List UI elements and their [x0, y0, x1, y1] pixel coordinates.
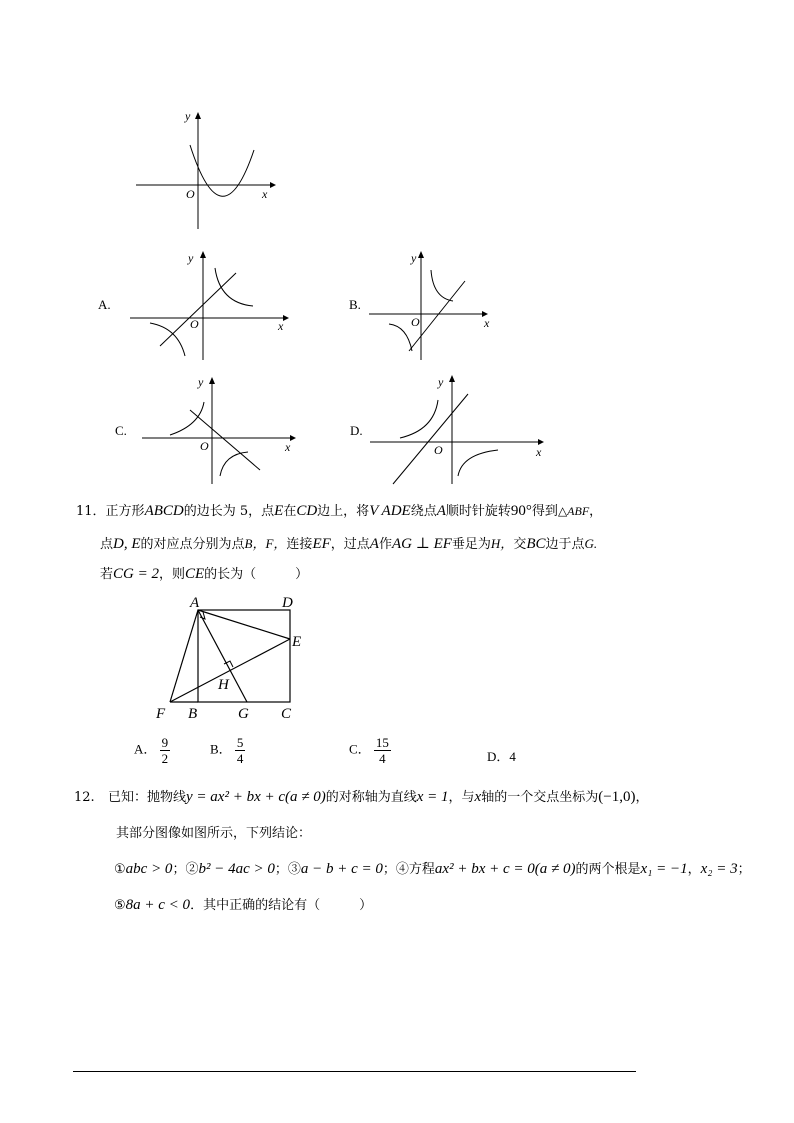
q12-math: x₂ = 3: [700, 861, 738, 877]
q12-math: abc > 0: [125, 861, 173, 877]
q12-text: ．其中正确的结论有（ ）: [190, 898, 373, 913]
q12-math: ax² + bx + c = 0(a ≠ 0): [434, 861, 576, 877]
q11-text: 绕点: [410, 504, 437, 519]
q11-text: ，过点: [330, 537, 370, 552]
q12-math: x = 1: [416, 789, 449, 805]
q12-math: (−1,0): [598, 789, 636, 805]
q12-line-1: [74, 786, 648, 806]
y-axis-label: y: [411, 251, 417, 265]
choice-label: A．: [134, 741, 157, 757]
origin-label: O: [200, 439, 209, 453]
q11-text: 若: [100, 567, 114, 582]
x-axis-label: x: [278, 319, 284, 333]
denominator: 4: [236, 751, 244, 766]
q11-text: 在: [283, 504, 297, 519]
q12-number: 12.: [74, 790, 95, 805]
label-g: G: [238, 706, 249, 722]
q11-text: 交: [513, 537, 527, 552]
x-axis-label: x: [285, 440, 291, 454]
q11-math: B，F，: [244, 536, 287, 551]
q12-text: ，: [687, 862, 701, 877]
option-c-graph: [140, 372, 300, 490]
fraction: [160, 735, 171, 766]
hyperbola-branch: [400, 400, 438, 438]
option-d-label[interactable]: D.: [350, 423, 363, 438]
y-axis-arrow: [195, 112, 201, 119]
origin-label: O: [186, 187, 195, 201]
q11-number: 11: [76, 504, 93, 519]
q12-line-2: [116, 822, 311, 841]
q11-math: V ADE: [369, 503, 411, 519]
q12-math: a − b + c = 0: [300, 861, 383, 877]
q11-text: 边于点: [545, 537, 585, 552]
numerator: 9: [161, 735, 169, 750]
choice-label: B．: [210, 741, 232, 757]
y-axis-label: y: [188, 251, 194, 265]
y-axis-label: y: [198, 375, 204, 389]
origin-label: O: [411, 315, 420, 329]
choice-label: C．: [349, 741, 371, 757]
q11-text: 作: [378, 537, 392, 552]
q11-math: ABCD: [144, 503, 184, 519]
q11-line-3: [100, 563, 308, 583]
denominator: 2: [161, 751, 169, 766]
q12-text: 已知：抛物线: [108, 790, 187, 805]
numerator: 5: [236, 735, 244, 750]
choice-c[interactable]: [349, 735, 391, 766]
q11-math: EF: [312, 536, 331, 552]
q11-math: A: [436, 503, 446, 519]
footer-rule: [73, 1071, 636, 1072]
numerator: 15: [375, 735, 389, 750]
q12-text: ①: [114, 862, 126, 877]
q12-line-4: [114, 894, 372, 914]
origin-label: O: [434, 443, 443, 457]
parabola-curve: [190, 145, 254, 196]
q11-math: G.: [584, 536, 598, 551]
label-h: H: [218, 677, 229, 693]
q11-math: AG ⊥ EF: [391, 536, 452, 552]
q12-text: 的两个根是: [575, 862, 641, 877]
y-axis-label: y: [438, 375, 444, 389]
option-b-graph: [367, 248, 497, 363]
line-graph: [393, 394, 468, 484]
hyperbola-branch: [170, 402, 204, 435]
q12-text: ；: [737, 862, 751, 877]
q11-math: D, E: [113, 536, 141, 552]
y-axis-arrow: [200, 251, 206, 258]
q11-text: 得到: [531, 504, 558, 519]
choice-value: 4: [509, 749, 516, 764]
label-f: F: [156, 706, 166, 722]
label-d: D: [282, 595, 293, 611]
q11-math: △ABF: [557, 504, 590, 518]
q12-text: ；③: [274, 862, 301, 877]
q11-text: ，: [589, 504, 603, 519]
y-axis-arrow: [209, 377, 215, 384]
label-b: B: [188, 706, 198, 722]
option-a-graph: [128, 248, 293, 363]
q11-text: 顺时针旋转: [445, 504, 511, 519]
choice-label: D．: [487, 749, 510, 764]
q11-text: ，则: [158, 567, 185, 582]
q11-math: CD: [296, 503, 318, 519]
q11-line-1: [76, 500, 602, 520]
label-a: A: [190, 595, 200, 611]
line-graph: [160, 273, 236, 346]
q12-text: 轴的一个交点坐标为: [481, 790, 599, 805]
q11-math: E: [274, 503, 284, 519]
q12-math: 8a + c < 0: [125, 897, 191, 913]
square-abcd: [198, 610, 290, 702]
q11-math: CG = 2: [113, 566, 159, 582]
q11-math: H，: [490, 536, 514, 551]
square-figure: [150, 592, 320, 724]
q11-text: 的长为（ ）: [204, 567, 309, 582]
q12-text: ；②: [172, 862, 199, 877]
q12-text: 的对称轴为直线: [325, 790, 417, 805]
hyperbola-branch: [150, 323, 185, 356]
hyperbola-branch: [389, 324, 412, 351]
q12-text: ；④方程: [382, 862, 435, 877]
choice-b[interactable]: [210, 735, 245, 766]
origin-label: O: [190, 317, 199, 331]
hyperbola-branch: [431, 270, 453, 301]
y-axis-arrow: [418, 251, 424, 258]
q11-math: CE: [185, 566, 205, 582]
q11-math: A: [369, 536, 379, 552]
q11-text: 的边长为 5，点: [183, 504, 275, 519]
option-a-label[interactable]: A.: [98, 297, 111, 312]
choice-a[interactable]: [134, 735, 170, 766]
hyperbola-branch: [215, 268, 253, 306]
q11-text: 垂足为: [451, 537, 491, 552]
q12-math: b² − 4ac > 0: [198, 861, 275, 877]
x-axis-label: x: [484, 316, 490, 330]
q12-math: x: [474, 789, 482, 805]
q12-text: 其部分图像如图所示，下列结论：: [116, 826, 312, 841]
q12-text: ，: [635, 790, 649, 805]
label-e: E: [292, 634, 302, 650]
option-b-label[interactable]: B.: [349, 297, 361, 312]
option-d-graph: [368, 372, 553, 490]
x-axis-arrow: [283, 315, 289, 321]
q11-text: 点: [100, 537, 114, 552]
x-axis-label: x: [536, 445, 542, 459]
q11-text: ．正方形: [92, 504, 145, 519]
q11-text: 边上，将: [317, 504, 370, 519]
fraction: [235, 735, 246, 766]
x-axis-label: x: [262, 187, 268, 201]
hyperbola-branch: [458, 450, 498, 476]
fraction: [374, 735, 391, 766]
q11-line-2: [100, 533, 597, 553]
q12-text: ⑤: [114, 898, 126, 913]
choice-d[interactable]: [487, 746, 516, 765]
q12-text: ，与: [448, 790, 475, 805]
q11-text: 连接: [286, 537, 313, 552]
q11-math: 90°: [510, 503, 532, 519]
denominator: 4: [379, 751, 386, 766]
q12-math: x₁ = −1: [640, 861, 688, 877]
q12-math: y = ax² + bx + c(a ≠ 0): [186, 789, 326, 805]
x-axis-arrow: [270, 182, 276, 188]
option-c-label[interactable]: C.: [115, 423, 127, 438]
label-c: C: [281, 706, 292, 722]
q12-line-3: [114, 858, 751, 878]
y-axis-label: y: [185, 109, 191, 123]
parabola-graph: [130, 105, 280, 235]
x-axis-arrow: [290, 435, 296, 441]
segment-af: [170, 610, 198, 702]
q11-text: 的对应点分别为点: [140, 537, 245, 552]
y-axis-arrow: [449, 375, 455, 382]
q11-math: BC: [526, 536, 546, 552]
